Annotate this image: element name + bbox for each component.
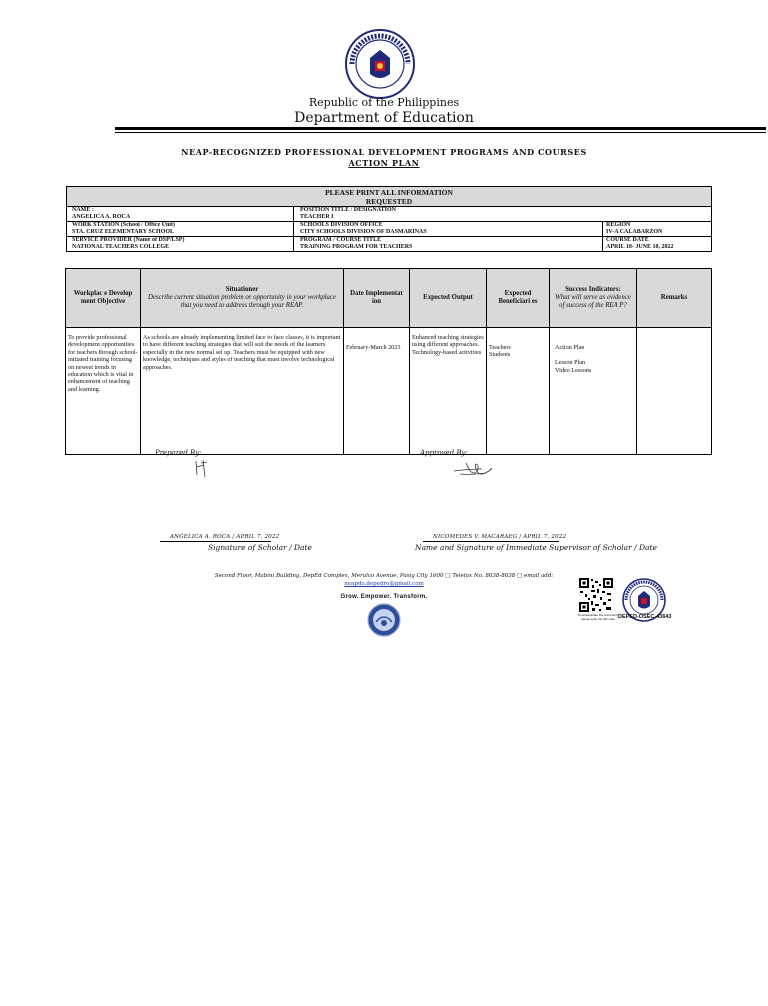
workstation-label: WORK STATION (School / Office Unit) (72, 222, 175, 228)
cell-objective: To provide professional development opportunities for teachers through school-initiated training focusing on newest trends in education which is vital in enhancement of teaching and learning. (66, 328, 141, 455)
scholar-name-date: ANGELICA A. ROCA / APRIL 7, 2022 (170, 534, 280, 540)
header-remarks: Remarks (637, 269, 712, 328)
header-success-indicators: Success Indicators: What will serve as evidence of success of the REA P? (550, 269, 637, 328)
deped-doc-code: DEPED-OSEC-43643 (618, 614, 672, 620)
cell-situation: As schools are already implementing limited face to face classes, it is important to have different teaching strategies that will suit the needs of the learners especially in the new normal set up. Teachers must be equipped with new knowledge, techniques and styles of teaching that must involve technological approaches. (141, 328, 344, 455)
info-table (66, 186, 712, 252)
plan-row (66, 328, 712, 455)
provider-value: NATIONAL TEACHERS COLLEGE (72, 244, 170, 250)
document-subtitle: ACTION PLAN (348, 158, 420, 168)
action-plan-table (65, 268, 712, 455)
program-label: PROGRAM / COURSE TITLE (300, 237, 382, 243)
supervisor-signature-icon (452, 459, 494, 479)
scholar-caption: Signature of Scholar / Date (208, 543, 312, 552)
scholar-signature-icon (192, 457, 210, 479)
beneficiary-item: Teachers (489, 344, 511, 351)
deped-seal-icon (344, 28, 416, 100)
course-date-label: COURSE DATE (606, 237, 649, 243)
header-date: Date Implementat ion (344, 269, 410, 328)
name-value: ANGELICA A. ROCA (72, 214, 131, 220)
cell-beneficiaries (487, 328, 550, 455)
cell-date: February-March 2023 (344, 328, 410, 455)
position-label: POSITION TITLE / DESIGNATION (300, 207, 396, 213)
department-text: Department of Education (294, 110, 474, 126)
footer-motto: Grow. Empower. Transform. (340, 594, 428, 600)
footer-email-link[interactable]: neapdo.depedro@gmail.com (344, 581, 424, 587)
cell-output: Enhanced teaching strategies using different approaches. Technology-based activities (410, 328, 487, 455)
info-row-provider (67, 237, 711, 251)
position-value: TEACHER I (300, 214, 334, 220)
cell-success-indicators (550, 328, 637, 455)
program-value: TRAINING PROGRAM FOR TEACHERS (300, 244, 413, 250)
header-situationer: Situationer Describe current situation problem or opportunity in your workplace that you need to address through your REAP. (141, 269, 344, 328)
region-label: REGION (606, 222, 631, 228)
division-label: SCHOOLS DIVISION OFFICE (300, 222, 383, 228)
name-label: NAME : (72, 207, 94, 213)
course-date-value: APRIL 18- JUNE 10, 2022 (606, 244, 674, 250)
scholar-signature-line (160, 541, 271, 542)
info-header-line1: PLEASE PRINT ALL INFORMATION (325, 188, 453, 197)
plan-header-row (66, 269, 712, 328)
supervisor-caption: Name and Signature of Immediate Supervisor of Scholar / Date (415, 543, 657, 552)
qr-caption: To authenticate this document, please scan the QR code (577, 613, 619, 621)
indicator-item: Video Lessons (555, 366, 592, 374)
prepared-by-label: Prepared By: (155, 449, 202, 457)
indicator-item: Action Plan (555, 344, 585, 351)
header-beneficiaries: Expected Beneficiari es (487, 269, 550, 328)
republic-text: Republic of the Philippines (308, 96, 460, 109)
matatag-seal-icon (367, 603, 401, 637)
workstation-value: STA. CRUZ ELEMENTARY SCHOOL (72, 229, 175, 235)
header-rule (115, 127, 766, 130)
division-value: CITY SCHOOLS DIVISION OF DASMARINAS (300, 229, 427, 235)
header-objective: Workplac e Develop ment Objective (66, 269, 141, 328)
supervisor-signature-line (423, 541, 559, 542)
approved-by-label: Approved By: (420, 449, 468, 457)
info-row-workstation (67, 222, 711, 237)
region-value: IV-A CALABARZON (606, 229, 663, 235)
info-header-line2: REQUESTED (365, 197, 413, 206)
info-table-header (67, 187, 711, 207)
info-row-name (67, 207, 711, 222)
header-rule-thin (115, 132, 766, 133)
provider-label: SERVICE PROVIDER (Name of DSP/LSP) (72, 237, 185, 243)
document-title: NEAP-RECOGNIZED PROFESSIONAL DEVELOPMENT PROGRAMS AND COURSES (181, 147, 587, 157)
beneficiary-item: Students (489, 351, 511, 359)
header-output: Expected Output (410, 269, 487, 328)
supervisor-name-date: NICOMEDES V. MACARAEG / APRIL 7, 2022 (433, 534, 567, 540)
indicator-item: Lesson Plan (555, 359, 586, 367)
cell-remarks (637, 328, 712, 455)
footer-address: Second Floor, Mabini Building, DepEd Complex, Meralco Avenue, Pasig City 1600 □ Telefax No. 8638-8638 □ email add: (214, 573, 554, 579)
qr-code-icon[interactable] (578, 577, 614, 613)
